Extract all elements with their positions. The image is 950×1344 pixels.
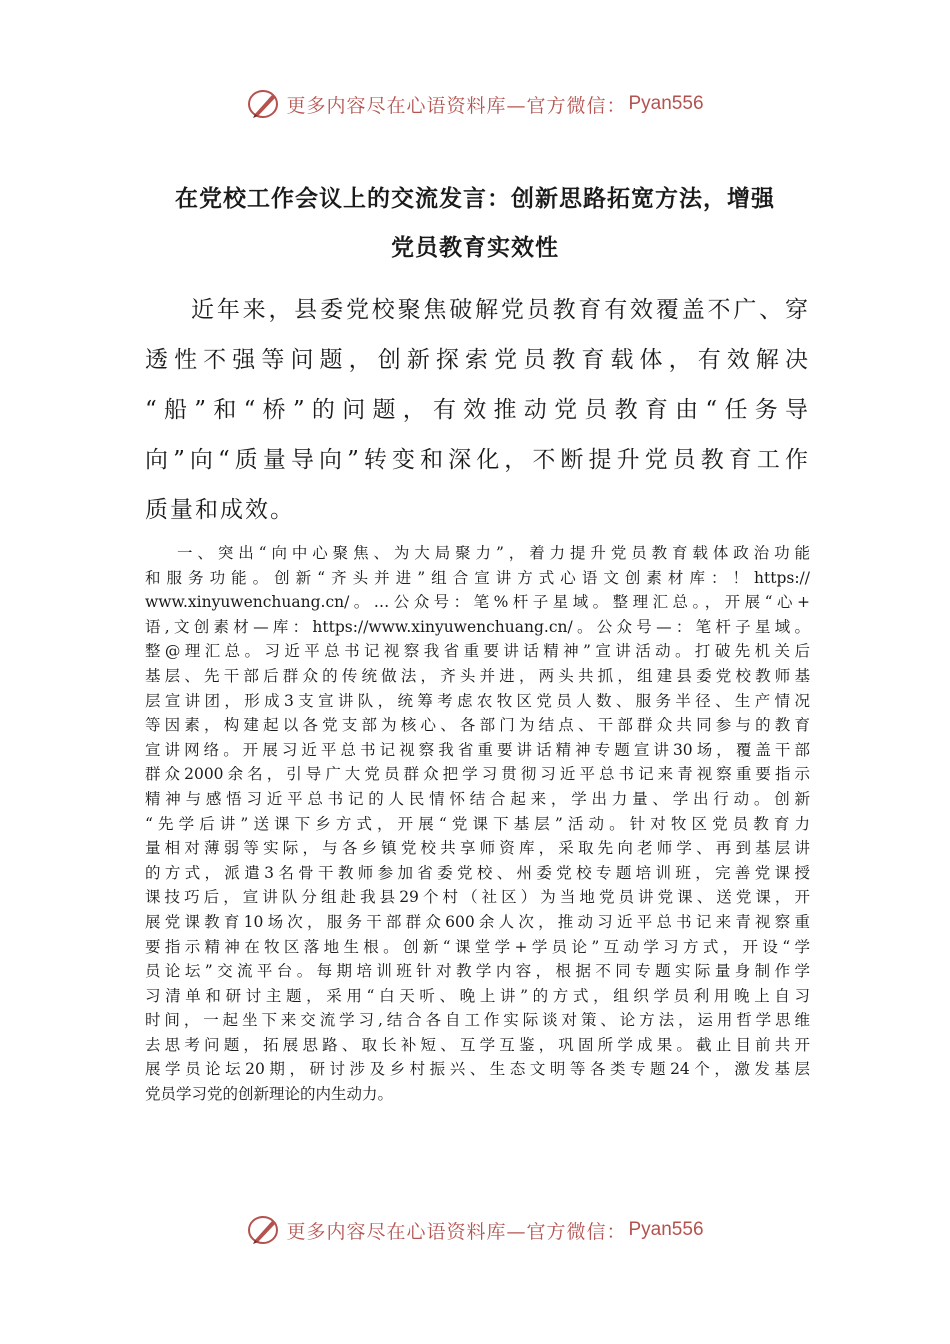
body-line: 和服务功能。创新“齐头并进”组合宣讲方式心语文创素材库：！https:// [145, 568, 810, 587]
body-line: 展学员论坛20期，研讨涉及乡村振兴、生态文明等各类专题24个，激发基层 [145, 1060, 810, 1079]
banner-text: 更多内容尽在心语资料库—官方微信： [286, 94, 627, 117]
body-line: 语,文创素材—库：https://www.xinyuwenchuang.cn/。公众号—：笔杆子星域。 [145, 617, 810, 636]
body-line: 精神与感悟习近平总书记的人民情怀结合起来，学出力量、学出行动。创新 [145, 789, 810, 808]
body-line: 时间，一起坐下来交流学习,结合各自工作实际谈对策、论方法，运用哲学思维 [145, 1011, 810, 1030]
body-line: 要指示精神在牧区落地生根。创新“课堂学+学员论”互动学习方式，开设“学 [145, 937, 810, 956]
body-line: 基层、先干部后群众的传统做法，齐头并进，两头共抓，组建县委党校教师基 [145, 666, 810, 685]
lead-line: 透性不强等问题，创新探索党员教育载体，有效解决 [145, 347, 810, 373]
body-line: 课技巧后，宣讲队分组赴我县29个村（社区）为当地党员讲党课、送党课，开 [145, 888, 810, 907]
document-title-line-1: 在党校工作会议上的交流发言：创新思路拓宽方法，增强 [175, 185, 775, 212]
body-line: 习清单和研讨主题，采用“白天听、晚上讲”的方式，组织学员利用晚上自习 [145, 986, 810, 1005]
document-title-line-2: 党员教育实效性 [391, 234, 559, 261]
banner-text: 更多内容尽在心语资料库—官方微信： [286, 1220, 627, 1243]
body-paragraph [145, 541, 810, 1107]
body-line: 整@理汇总。习近平总书记视察我省重要讲话精神”宣讲活动。打破先机关后 [145, 642, 810, 661]
body-line: 群众2000余名，引导广大党员群众把学习贯彻习近平总书记来青视察重要指示 [145, 765, 810, 784]
body-line: 展党课教育10场次，服务干部群众600余人次，推动习近平总书记来青视察重 [145, 912, 810, 931]
pen-logo-icon [246, 1213, 282, 1247]
lead-line: 质量和成效。 [145, 497, 295, 523]
body-line: “先学后讲”送课下乡方式，开展“党课下基层”活动。针对牧区党员教育力 [145, 814, 810, 833]
body-line: 一、突出“向中心聚焦、为大局聚力”，着力提升党员教育载体政治功能 [177, 544, 810, 562]
lead-line: 近年来，县委党校聚焦破解党员教育有效覆盖不广、穿 [191, 297, 810, 323]
body-line: 去思考问题，拓展思路、取长补短、互学互鉴，巩固所学成果。截止目前共开 [145, 1035, 810, 1054]
footer-banner [0, 1210, 950, 1250]
body-line: www.xinyuwenchuang.cn/。…公众号：笔%杆子星域。整理汇总。，开展“心+ [145, 593, 810, 612]
body-line: 宣讲网络。开展习近平总书记视察我省重要讲话精神专题宣讲30场，覆盖干部 [145, 740, 810, 759]
body-line: 等因素，构建起以各党支部为核心、各部门为结点、干部群众共同参与的教育 [145, 716, 810, 735]
body-line: 量相对薄弱等实际，与各乡镇党校共享师资库，采取先向老师学、再到基层讲 [145, 839, 810, 858]
lead-line: “船”和“桥”的问题，有效推动党员教育由“任务导 [145, 397, 810, 423]
banner-wechat-id: Pyan556 [628, 1219, 704, 1240]
lead-line: 向”向“质量导向”转变和深化，不断提升党员教育工作 [145, 447, 810, 473]
header-banner [0, 84, 950, 124]
body-line: 的方式，派遣3名骨干教师参加省委党校、州委党校专题培训班，完善党课授 [145, 863, 810, 882]
pen-logo-icon [246, 87, 282, 121]
lead-paragraph [145, 290, 810, 540]
body-line: 员论坛”交流平台。每期培训班针对教学内容，根据不同专题实际量身制作学 [145, 962, 810, 981]
body-line: 党员学习党的创新理论的内生动力。 [145, 1085, 394, 1104]
body-line: 层宣讲团，形成3支宣讲队，统筹考虑农牧区党员人数、服务半径、生产情况 [145, 691, 810, 710]
banner-wechat-id: Pyan556 [628, 93, 704, 114]
